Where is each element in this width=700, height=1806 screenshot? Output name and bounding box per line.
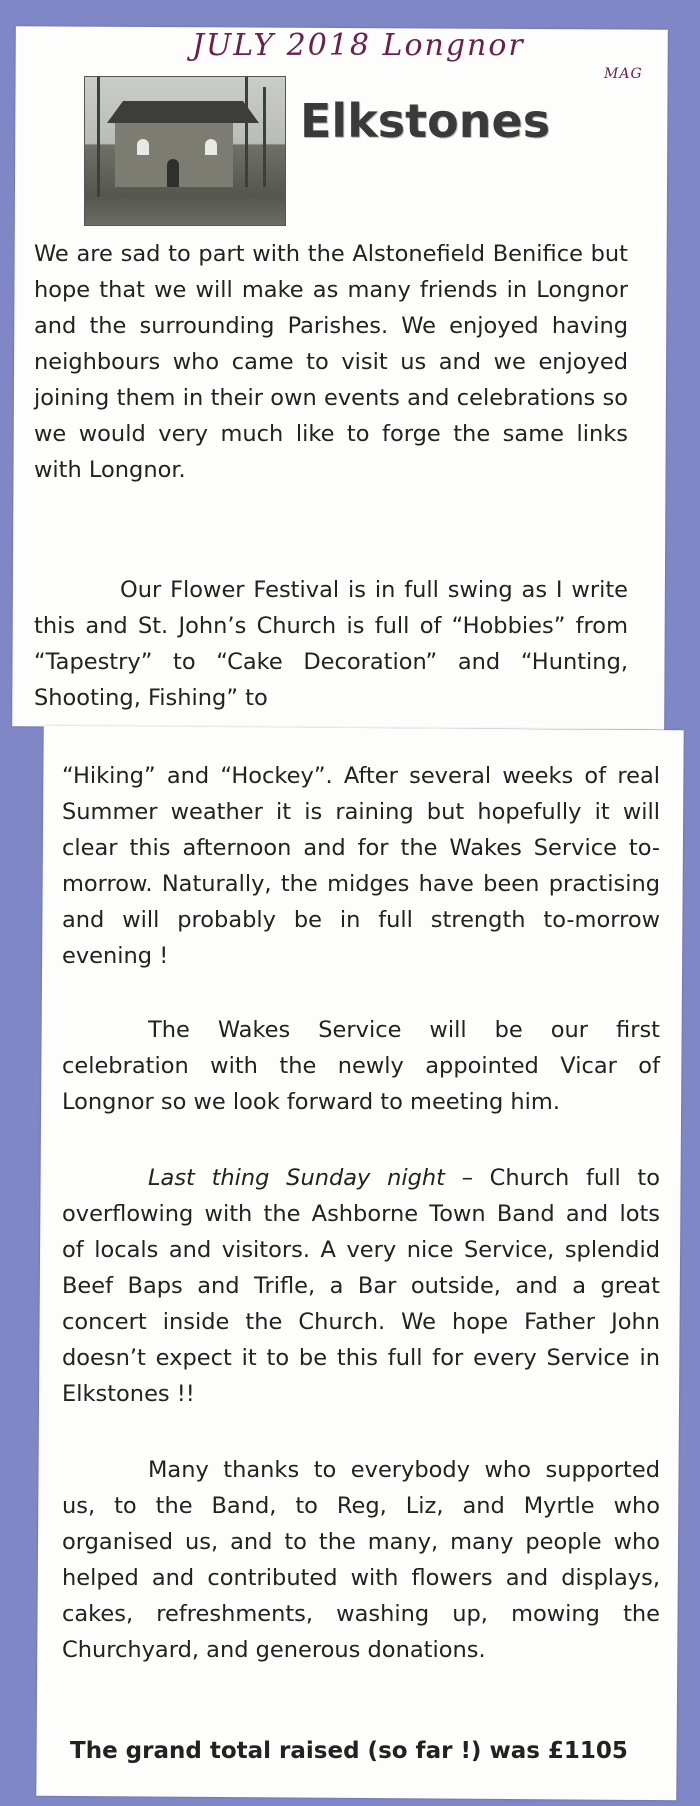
handwritten-line-2: MAG	[604, 66, 643, 82]
grand-total-line: The grand total raised (so far !) was £1105	[70, 1738, 628, 1764]
church-photo	[84, 76, 286, 226]
paragraph-1: We are sad to part with the Alstonefield Benifice but hope that we will make as many friends in Longnor and the surrounding Parishes. We enjoyed having neighbours who came to visit us and we enjoyed joining them in their own events and celebrations so we would very much like to forge the same links with Longnor.	[34, 241, 628, 483]
paragraph-5-emphasis: Last thing Sunday night	[148, 1165, 445, 1191]
paragraph-3: “Hiking” and “Hockey”. After several weeks of real Summer weather it is raining but hopefully it will clear this afternoon and for the Wakes Service to-morrow. Naturally, the midges have been practising and will probably be in full strength to-morrow evening !	[62, 763, 660, 969]
handwritten-line-1: JULY 2018 Longnor	[192, 28, 525, 63]
paragraph-5	[62, 1160, 660, 1412]
handwritten-date-note	[192, 28, 652, 88]
paragraph-4: The Wakes Service will be our first celebration with the newly appointed Vicar of Longnor so we look forward to meeting him.	[62, 1017, 660, 1115]
paragraph-6: Many thanks to everybody who supported us, to the Band, to Reg, Liz, and Myrtle who organised us, and to the many, many people who helped and contributed with flowers and displays, cakes, refreshments, washing up, mowing the Churchyard, and generous donations.	[62, 1457, 660, 1663]
paragraph-5-text: – Church full to overflowing with the Ashborne Town Band and lots of locals and visitors. A very nice Service, splendid Beef Baps and Trifle, a Bar outside, and a great concert inside the Church. We hope Father John doesn’t expect it to be this full for every Service in Elkstones !!	[62, 1165, 661, 1407]
paragraph-2: Our Flower Festival is in full swing as I write this and St. John’s Church is full of “Hobbies” from “Tapestry” to “Cake Decoration” and “Hunting, Shooting, Fishing” to	[34, 577, 628, 711]
article-title: Elkstones	[300, 94, 551, 148]
